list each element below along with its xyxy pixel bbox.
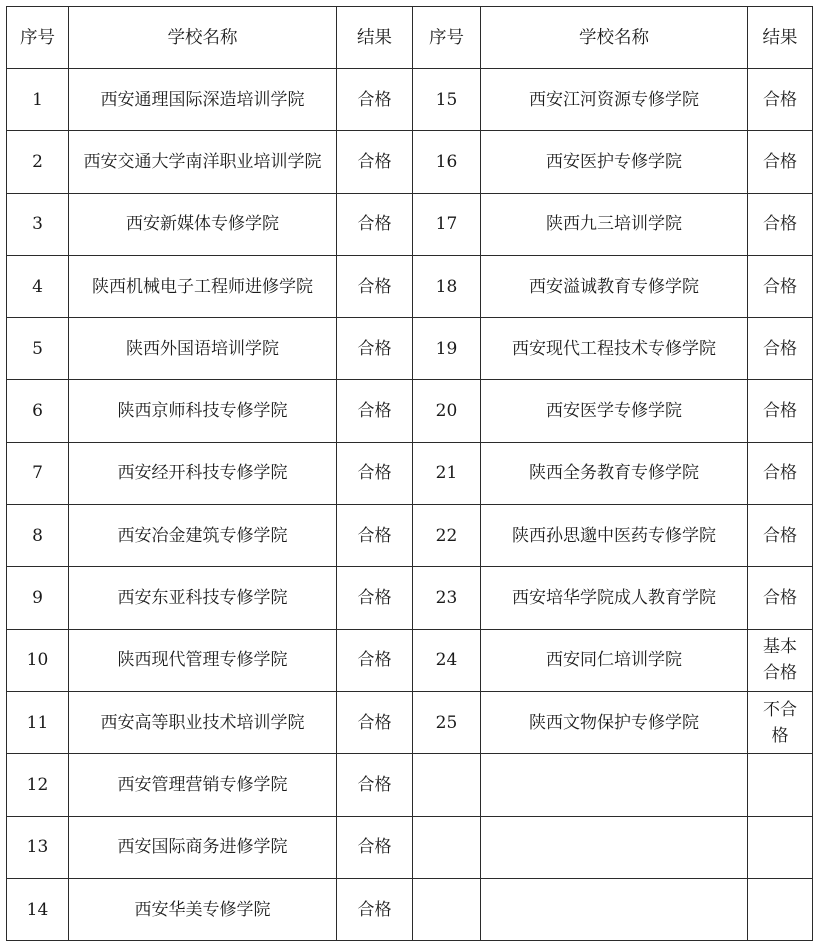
school-name-cell: 西安高等职业技术培训学院 [69, 691, 337, 753]
seq-cell: 17 [413, 193, 481, 255]
result-cell: 合格 [748, 505, 813, 567]
seq-cell: 18 [413, 255, 481, 317]
table-row [7, 69, 813, 131]
empty-cell [481, 816, 748, 878]
table-row [7, 193, 813, 255]
seq-cell: 5 [7, 318, 69, 380]
school-name-cell: 陕西九三培训学院 [481, 193, 748, 255]
seq-cell: 21 [413, 442, 481, 504]
result-cell: 合格 [337, 754, 413, 816]
seq-cell: 14 [7, 878, 69, 940]
empty-cell [413, 816, 481, 878]
school-name-cell: 西安冶金建筑专修学院 [69, 505, 337, 567]
result-cell: 合格 [337, 878, 413, 940]
seq-cell: 4 [7, 255, 69, 317]
empty-cell [481, 878, 748, 940]
seq-cell: 8 [7, 505, 69, 567]
result-cell: 合格 [337, 442, 413, 504]
table-row [7, 816, 813, 878]
school-name-cell: 陕西现代管理专修学院 [69, 629, 337, 691]
table-row [7, 255, 813, 317]
seq-cell: 3 [7, 193, 69, 255]
school-name-header: 学校名称 [481, 7, 748, 69]
result-cell: 合格 [748, 69, 813, 131]
result-cell: 合格 [748, 442, 813, 504]
result-cell: 合格 [337, 193, 413, 255]
result-cell: 合格 [337, 505, 413, 567]
seq-cell: 22 [413, 505, 481, 567]
result-cell: 合格 [337, 69, 413, 131]
result-cell: 合格 [337, 567, 413, 629]
seq-cell: 1 [7, 69, 69, 131]
result-cell: 合格 [337, 816, 413, 878]
school-name-cell: 西安同仁培训学院 [481, 629, 748, 691]
seq-cell: 19 [413, 318, 481, 380]
school-name-cell: 西安医学专修学院 [481, 380, 748, 442]
table-row [7, 629, 813, 691]
school-name-header: 学校名称 [69, 7, 337, 69]
seq-cell: 2 [7, 131, 69, 193]
seq-cell: 6 [7, 380, 69, 442]
result-cell: 不合格 [748, 691, 813, 753]
result-header: 结果 [748, 7, 813, 69]
school-name-cell: 西安交通大学南洋职业培训学院 [69, 131, 337, 193]
table-row [7, 442, 813, 504]
school-name-cell: 陕西京师科技专修学院 [69, 380, 337, 442]
seq-cell: 15 [413, 69, 481, 131]
empty-cell [481, 754, 748, 816]
empty-cell [748, 816, 813, 878]
school-name-cell: 西安江河资源专修学院 [481, 69, 748, 131]
school-name-cell: 西安国际商务进修学院 [69, 816, 337, 878]
table-row [7, 567, 813, 629]
seq-cell: 23 [413, 567, 481, 629]
seq-cell: 9 [7, 567, 69, 629]
empty-cell [748, 878, 813, 940]
school-name-cell: 西安医护专修学院 [481, 131, 748, 193]
result-header: 结果 [337, 7, 413, 69]
result-cell: 合格 [748, 567, 813, 629]
school-name-cell: 西安通理国际深造培训学院 [69, 69, 337, 131]
seq-cell: 13 [7, 816, 69, 878]
table-row [7, 691, 813, 753]
school-name-cell: 陕西机械电子工程师进修学院 [69, 255, 337, 317]
seq-cell: 20 [413, 380, 481, 442]
table-row [7, 754, 813, 816]
school-name-cell: 陕西全务教育专修学院 [481, 442, 748, 504]
seq-cell: 25 [413, 691, 481, 753]
school-name-cell: 陕西孙思邈中医药专修学院 [481, 505, 748, 567]
seq-cell: 12 [7, 754, 69, 816]
result-cell: 合格 [748, 318, 813, 380]
header-row [7, 7, 813, 69]
seq-cell: 7 [7, 442, 69, 504]
school-name-cell: 西安新媒体专修学院 [69, 193, 337, 255]
table-row [7, 878, 813, 940]
result-cell: 合格 [748, 380, 813, 442]
school-name-cell: 西安东亚科技专修学院 [69, 567, 337, 629]
table-row [7, 505, 813, 567]
result-cell: 合格 [748, 193, 813, 255]
result-cell: 基本合格 [748, 629, 813, 691]
school-name-cell: 西安现代工程技术专修学院 [481, 318, 748, 380]
seq-header: 序号 [413, 7, 481, 69]
table-row [7, 380, 813, 442]
table-row [7, 131, 813, 193]
school-name-cell: 西安经开科技专修学院 [69, 442, 337, 504]
seq-cell: 24 [413, 629, 481, 691]
school-name-cell: 陕西文物保护专修学院 [481, 691, 748, 753]
seq-header: 序号 [7, 7, 69, 69]
seq-cell: 16 [413, 131, 481, 193]
school-name-cell: 西安培华学院成人教育学院 [481, 567, 748, 629]
school-name-cell: 西安华美专修学院 [69, 878, 337, 940]
empty-cell [413, 754, 481, 816]
result-cell: 合格 [337, 255, 413, 317]
school-results-table [6, 6, 813, 941]
empty-cell [413, 878, 481, 940]
result-cell: 合格 [337, 629, 413, 691]
result-cell: 合格 [748, 131, 813, 193]
result-cell: 合格 [337, 691, 413, 753]
school-name-cell: 西安管理营销专修学院 [69, 754, 337, 816]
result-cell: 合格 [337, 318, 413, 380]
school-name-cell: 西安溢诚教育专修学院 [481, 255, 748, 317]
result-cell: 合格 [337, 380, 413, 442]
result-cell: 合格 [337, 131, 413, 193]
school-name-cell: 陕西外国语培训学院 [69, 318, 337, 380]
seq-cell: 11 [7, 691, 69, 753]
table-row [7, 318, 813, 380]
result-cell: 合格 [748, 255, 813, 317]
empty-cell [748, 754, 813, 816]
seq-cell: 10 [7, 629, 69, 691]
